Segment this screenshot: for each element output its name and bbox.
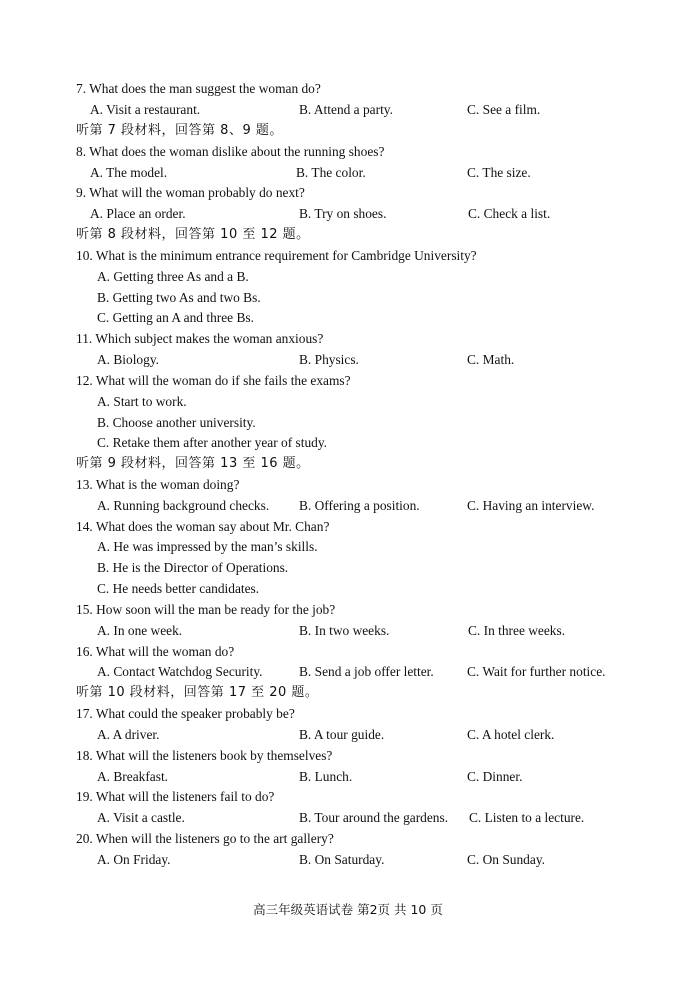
option-c: C. In three weeks. — [468, 623, 566, 638]
option-a: A. Getting three As and a B. — [97, 269, 249, 284]
option-b: B. Tour around the gardens. — [299, 810, 449, 825]
option-c: C. Math. — [467, 352, 515, 367]
option-a: A. Breakfast. — [97, 769, 169, 784]
option-b: B. Lunch. — [299, 769, 353, 784]
option-b: B. On Saturday. — [299, 852, 385, 867]
section-heading-7: 听第 7 段材料，回答第 8、9 题。 — [76, 123, 283, 138]
question-7: 7. What does the man suggest the woman do? — [76, 81, 321, 96]
option-c: C. Listen to a lecture. — [469, 810, 585, 825]
option-b: B. Offering a position. — [299, 498, 420, 513]
question-19: 19. What will the listeners fail to do? — [76, 789, 275, 804]
question-15: 15. How soon will the man be ready for the job? — [76, 602, 336, 617]
question-14: 14. What does the woman say about Mr. Chan? — [76, 519, 330, 534]
option-a: A. On Friday. — [97, 852, 171, 867]
option-c: C. Check a list. — [468, 206, 551, 221]
option-b: B. Attend a party. — [299, 102, 393, 117]
option-c: C. Retake them after another year of study. — [97, 435, 328, 450]
question-17: 17. What could the speaker probably be? — [76, 706, 295, 721]
section-heading-10: 听第 10 段材料，回答第 17 至 20 题。 — [76, 685, 319, 700]
section-heading-8: 听第 8 段材料，回答第 10 至 12 题。 — [76, 227, 310, 242]
option-b: B. Getting two As and two Bs. — [97, 290, 261, 305]
option-b: B. A tour guide. — [299, 727, 385, 742]
option-a: A. Visit a restaurant. — [90, 102, 201, 117]
option-c: C. See a film. — [467, 102, 541, 117]
option-b: B. Send a job offer letter. — [299, 664, 434, 679]
option-a: A. Visit a castle. — [97, 810, 185, 825]
option-b: B. In two weeks. — [299, 623, 390, 638]
option-b: B. The color. — [296, 165, 366, 180]
option-a: A. Running background checks. — [97, 498, 270, 513]
option-a: A. Biology. — [97, 352, 159, 367]
option-c: C. The size. — [467, 165, 531, 180]
option-a: A. Contact Watchdog Security. — [97, 664, 263, 679]
option-a: A. He was impressed by the man’s skills. — [97, 539, 318, 554]
question-18: 18. What will the listeners book by themselves? — [76, 748, 333, 763]
question-16: 16. What will the woman do? — [76, 644, 235, 659]
option-a: A. Place an order. — [90, 206, 186, 221]
question-9: 9. What will the woman probably do next? — [76, 185, 305, 200]
option-c: C. Dinner. — [467, 769, 523, 784]
option-c: C. On Sunday. — [467, 852, 545, 867]
option-a: A. Start to work. — [97, 394, 187, 409]
question-12: 12. What will the woman do if she fails the exams? — [76, 373, 351, 388]
option-c: C. He needs better candidates. — [97, 581, 260, 596]
question-13: 13. What is the woman doing? — [76, 477, 240, 492]
option-b: B. Choose another university. — [97, 415, 256, 430]
option-a: A. In one week. — [97, 623, 183, 638]
option-c: C. A hotel clerk. — [467, 727, 555, 742]
page-footer: 高三年级英语试卷 第2页 共 10 页 — [253, 902, 443, 917]
option-c: C. Having an interview. — [467, 498, 595, 513]
question-10: 10. What is the minimum entrance requirement for Cambridge University? — [76, 248, 477, 263]
section-heading-9: 听第 9 段材料，回答第 13 至 16 题。 — [76, 456, 310, 471]
question-8: 8. What does the woman dislike about the running shoes? — [76, 144, 385, 159]
option-b: B. He is the Director of Operations. — [97, 560, 289, 575]
option-a: A. A driver. — [97, 727, 160, 742]
question-20: 20. When will the listeners go to the art gallery? — [76, 831, 334, 846]
option-c: C. Getting an A and three Bs. — [97, 310, 254, 325]
option-a: A. The model. — [90, 165, 168, 180]
option-b: B. Try on shoes. — [299, 206, 387, 221]
question-11: 11. Which subject makes the woman anxious? — [76, 331, 324, 346]
option-c: C. Wait for further notice. — [467, 664, 606, 679]
option-b: B. Physics. — [299, 352, 359, 367]
